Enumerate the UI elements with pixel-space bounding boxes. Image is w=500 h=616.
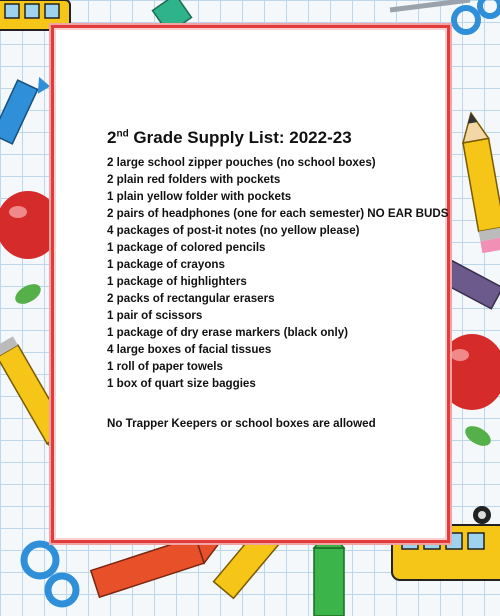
- list-item: 4 large boxes of facial tissues: [107, 343, 272, 356]
- list-item: 1 pair of scissors: [107, 309, 203, 322]
- list-item: 2 plain red folders with pockets: [107, 173, 281, 186]
- list-item: 2 large school zipper pouches (no school boxes): [107, 156, 376, 169]
- list-item: 2 packs of rectangular erasers: [107, 292, 275, 305]
- title-text: Grade Supply List: 2022-23: [128, 128, 352, 147]
- list-item: 1 package of dry erase markers (black only): [107, 326, 349, 339]
- crayon-icon: [0, 77, 52, 144]
- title-ordinal-number: 2: [107, 128, 117, 147]
- list-item: 1 roll of paper towels: [107, 360, 223, 373]
- supply-list: [107, 154, 457, 392]
- list-item: 1 box of quart size baggies: [107, 377, 256, 390]
- list-item: 1 package of crayons: [107, 258, 225, 271]
- footnote: No Trapper Keepers or school boxes are allowed: [107, 417, 376, 430]
- list-item: 1 plain yellow folder with pockets: [107, 190, 292, 203]
- list-item: 1 package of colored pencils: [107, 241, 266, 254]
- pencil-icon: [458, 111, 500, 253]
- title-ordinal-suffix: nd: [116, 128, 129, 140]
- page-title: [107, 128, 457, 148]
- list-item: 1 package of highlighters: [107, 275, 247, 288]
- list-item: 2 pairs of headphones (one for each semester) NO EAR BUDS: [107, 207, 449, 220]
- list-item: 4 packages of post-it notes (no yellow please): [107, 224, 360, 237]
- supply-list-content: [107, 128, 457, 392]
